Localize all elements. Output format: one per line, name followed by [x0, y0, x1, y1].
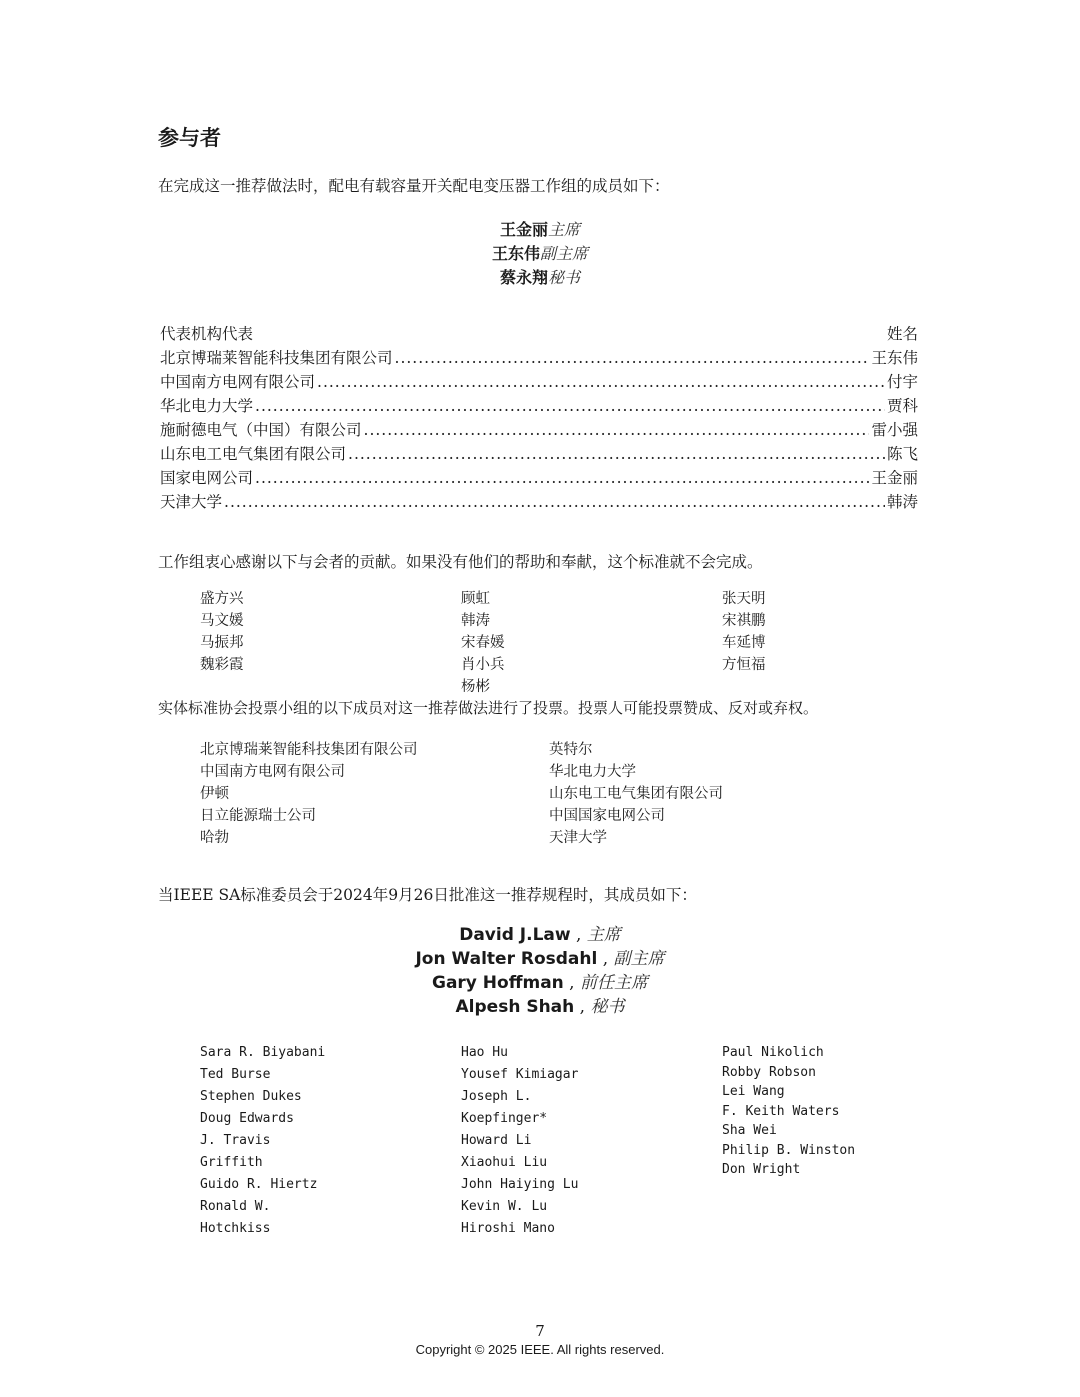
list-item: John Haiying Lu [461, 1177, 579, 1192]
list-item: Sha Wei [722, 1123, 777, 1138]
board-officers [0, 923, 1080, 1019]
board-officer-chair: David J.Law , 主席 [459, 925, 621, 945]
ballot-intro-text: 实体标准协会投票小组的以下成员对这一推荐做法进行了投票。投票人可能投票赞成、反对或弃权。 [158, 699, 819, 717]
copyright-notice: Copyright © 2025 IEEE. All rights reserved. [415, 1342, 665, 1357]
board-members-col-2 [461, 1042, 578, 1240]
list-item: 方恒福 [722, 657, 766, 673]
board-officer-secretary: Alpesh Shah , 秘书 [455, 997, 625, 1017]
contributors-col-3 [722, 588, 766, 676]
wg-officer-vice-chair: 王东伟副主席 [491, 244, 589, 263]
list-item: Robby Robson [722, 1064, 816, 1080]
org-row: 山东电工电气集团有限公司 ..... 陈飞 [160, 442, 918, 466]
list-item: 韩涛 [461, 613, 490, 629]
list-item: Philip B. Winston [722, 1142, 856, 1158]
list-item: 宋祺鹏 [722, 613, 766, 629]
list-item: Howard Li [461, 1133, 532, 1148]
name-column-header: 姓名 [886, 325, 918, 343]
intro-text: 在完成这一推荐做法时，配电有载容量开关配电变压器工作组的成员如下： [158, 177, 670, 195]
contributors-col-1 [200, 588, 244, 676]
board-intro-text: 当IEEE SA标准委员会于2024年9月26日批准这一推荐规程时，其成员如下： [158, 886, 697, 904]
list-item: J. Travis [200, 1133, 271, 1148]
list-item: Ted Burse [200, 1067, 271, 1082]
voters-col-1 [200, 739, 418, 849]
wg-officers [0, 218, 1080, 290]
list-item: 张天明 [722, 591, 766, 607]
list-item: Yousef Kimiagar [461, 1067, 579, 1082]
page-number: 7 [535, 1322, 545, 1340]
list-item: 马文媛 [200, 613, 244, 629]
board-officer-vice-chair: Jon Walter Rosdahl , 副主席 [415, 949, 665, 969]
org-table-header [160, 322, 918, 344]
list-item: Sara R. Biyabani [200, 1045, 326, 1060]
board-members-col-1 [200, 1042, 325, 1240]
list-item: Paul Nikolich [722, 1045, 824, 1060]
list-item: Griffith [200, 1155, 263, 1170]
wg-officer-secretary: 蔡永翔秘书 [499, 268, 581, 287]
list-item: Kevin W. Lu [461, 1199, 548, 1214]
list-item: 英特尔 [549, 742, 593, 758]
org-row: 天津大学 ..... 韩涛 [160, 490, 918, 514]
list-item: 宋春媛 [461, 635, 505, 651]
list-item: 北京博瑞莱智能科技集团有限公司 [200, 742, 418, 758]
org-row: 国家电网公司 ..... 王金丽 [160, 466, 918, 490]
list-item: Ronald W. [200, 1199, 271, 1214]
list-item: Guido R. Hiertz [200, 1177, 318, 1192]
list-item: Lei Wang [722, 1084, 785, 1099]
list-item: Don Wright [722, 1162, 801, 1177]
list-item: 哈勃 [200, 830, 229, 846]
org-column-header: 代表机构代表 [160, 325, 254, 343]
list-item: Hao Hu [461, 1045, 508, 1060]
list-item: 魏彩霞 [200, 657, 244, 673]
list-item: 肖小兵 [461, 657, 505, 673]
org-row: 中国南方电网有限公司 ..... 付宇 [160, 370, 918, 394]
org-row: 北京博瑞莱智能科技集团有限公司 ..... 王东伟 [160, 346, 918, 370]
list-item: 杨彬 [461, 679, 490, 695]
list-item: 中国南方电网有限公司 [200, 764, 345, 780]
list-item: Stephen Dukes [200, 1089, 302, 1104]
list-item: 华北电力大学 [549, 764, 636, 780]
list-item: 盛方兴 [200, 591, 244, 607]
list-item: Hotchkiss [200, 1221, 271, 1236]
list-item: 天津大学 [549, 830, 607, 846]
org-row: 华北电力大学 ..... 贾科 [160, 394, 918, 418]
list-item: 伊顿 [200, 786, 229, 802]
list-item: 日立能源瑞士公司 [200, 808, 316, 824]
thanks-text: 工作组衷心感谢以下与会者的贡献。如果没有他们的帮助和奉献，这个标准就不会完成。 [158, 553, 763, 571]
section-heading: 参与者 [158, 126, 221, 150]
list-item: Xiaohui Liu [461, 1155, 548, 1170]
wg-officer-chair: 王金丽主席 [499, 220, 581, 239]
voters-col-2 [549, 739, 723, 849]
list-item: 顾虹 [461, 591, 490, 607]
list-item: Hiroshi Mano [461, 1221, 555, 1236]
list-item: Koepfinger* [461, 1111, 548, 1126]
org-row: 施耐德电气（中国）有限公司 ..... 雷小强 [160, 418, 918, 442]
board-members-col-3 [722, 1043, 855, 1180]
contributors-col-2 [461, 588, 505, 698]
list-item: 山东电工电气集团有限公司 [549, 786, 723, 802]
list-item: 中国国家电网公司 [549, 808, 665, 824]
list-item: Joseph L. [461, 1089, 532, 1104]
list-item: 车延博 [722, 635, 766, 651]
board-officer-past-chair: Gary Hoffman , 前任主席 [432, 973, 648, 993]
list-item: F. Keith Waters [722, 1103, 840, 1119]
list-item: Doug Edwards [200, 1111, 294, 1126]
list-item: 马振邦 [200, 635, 244, 651]
